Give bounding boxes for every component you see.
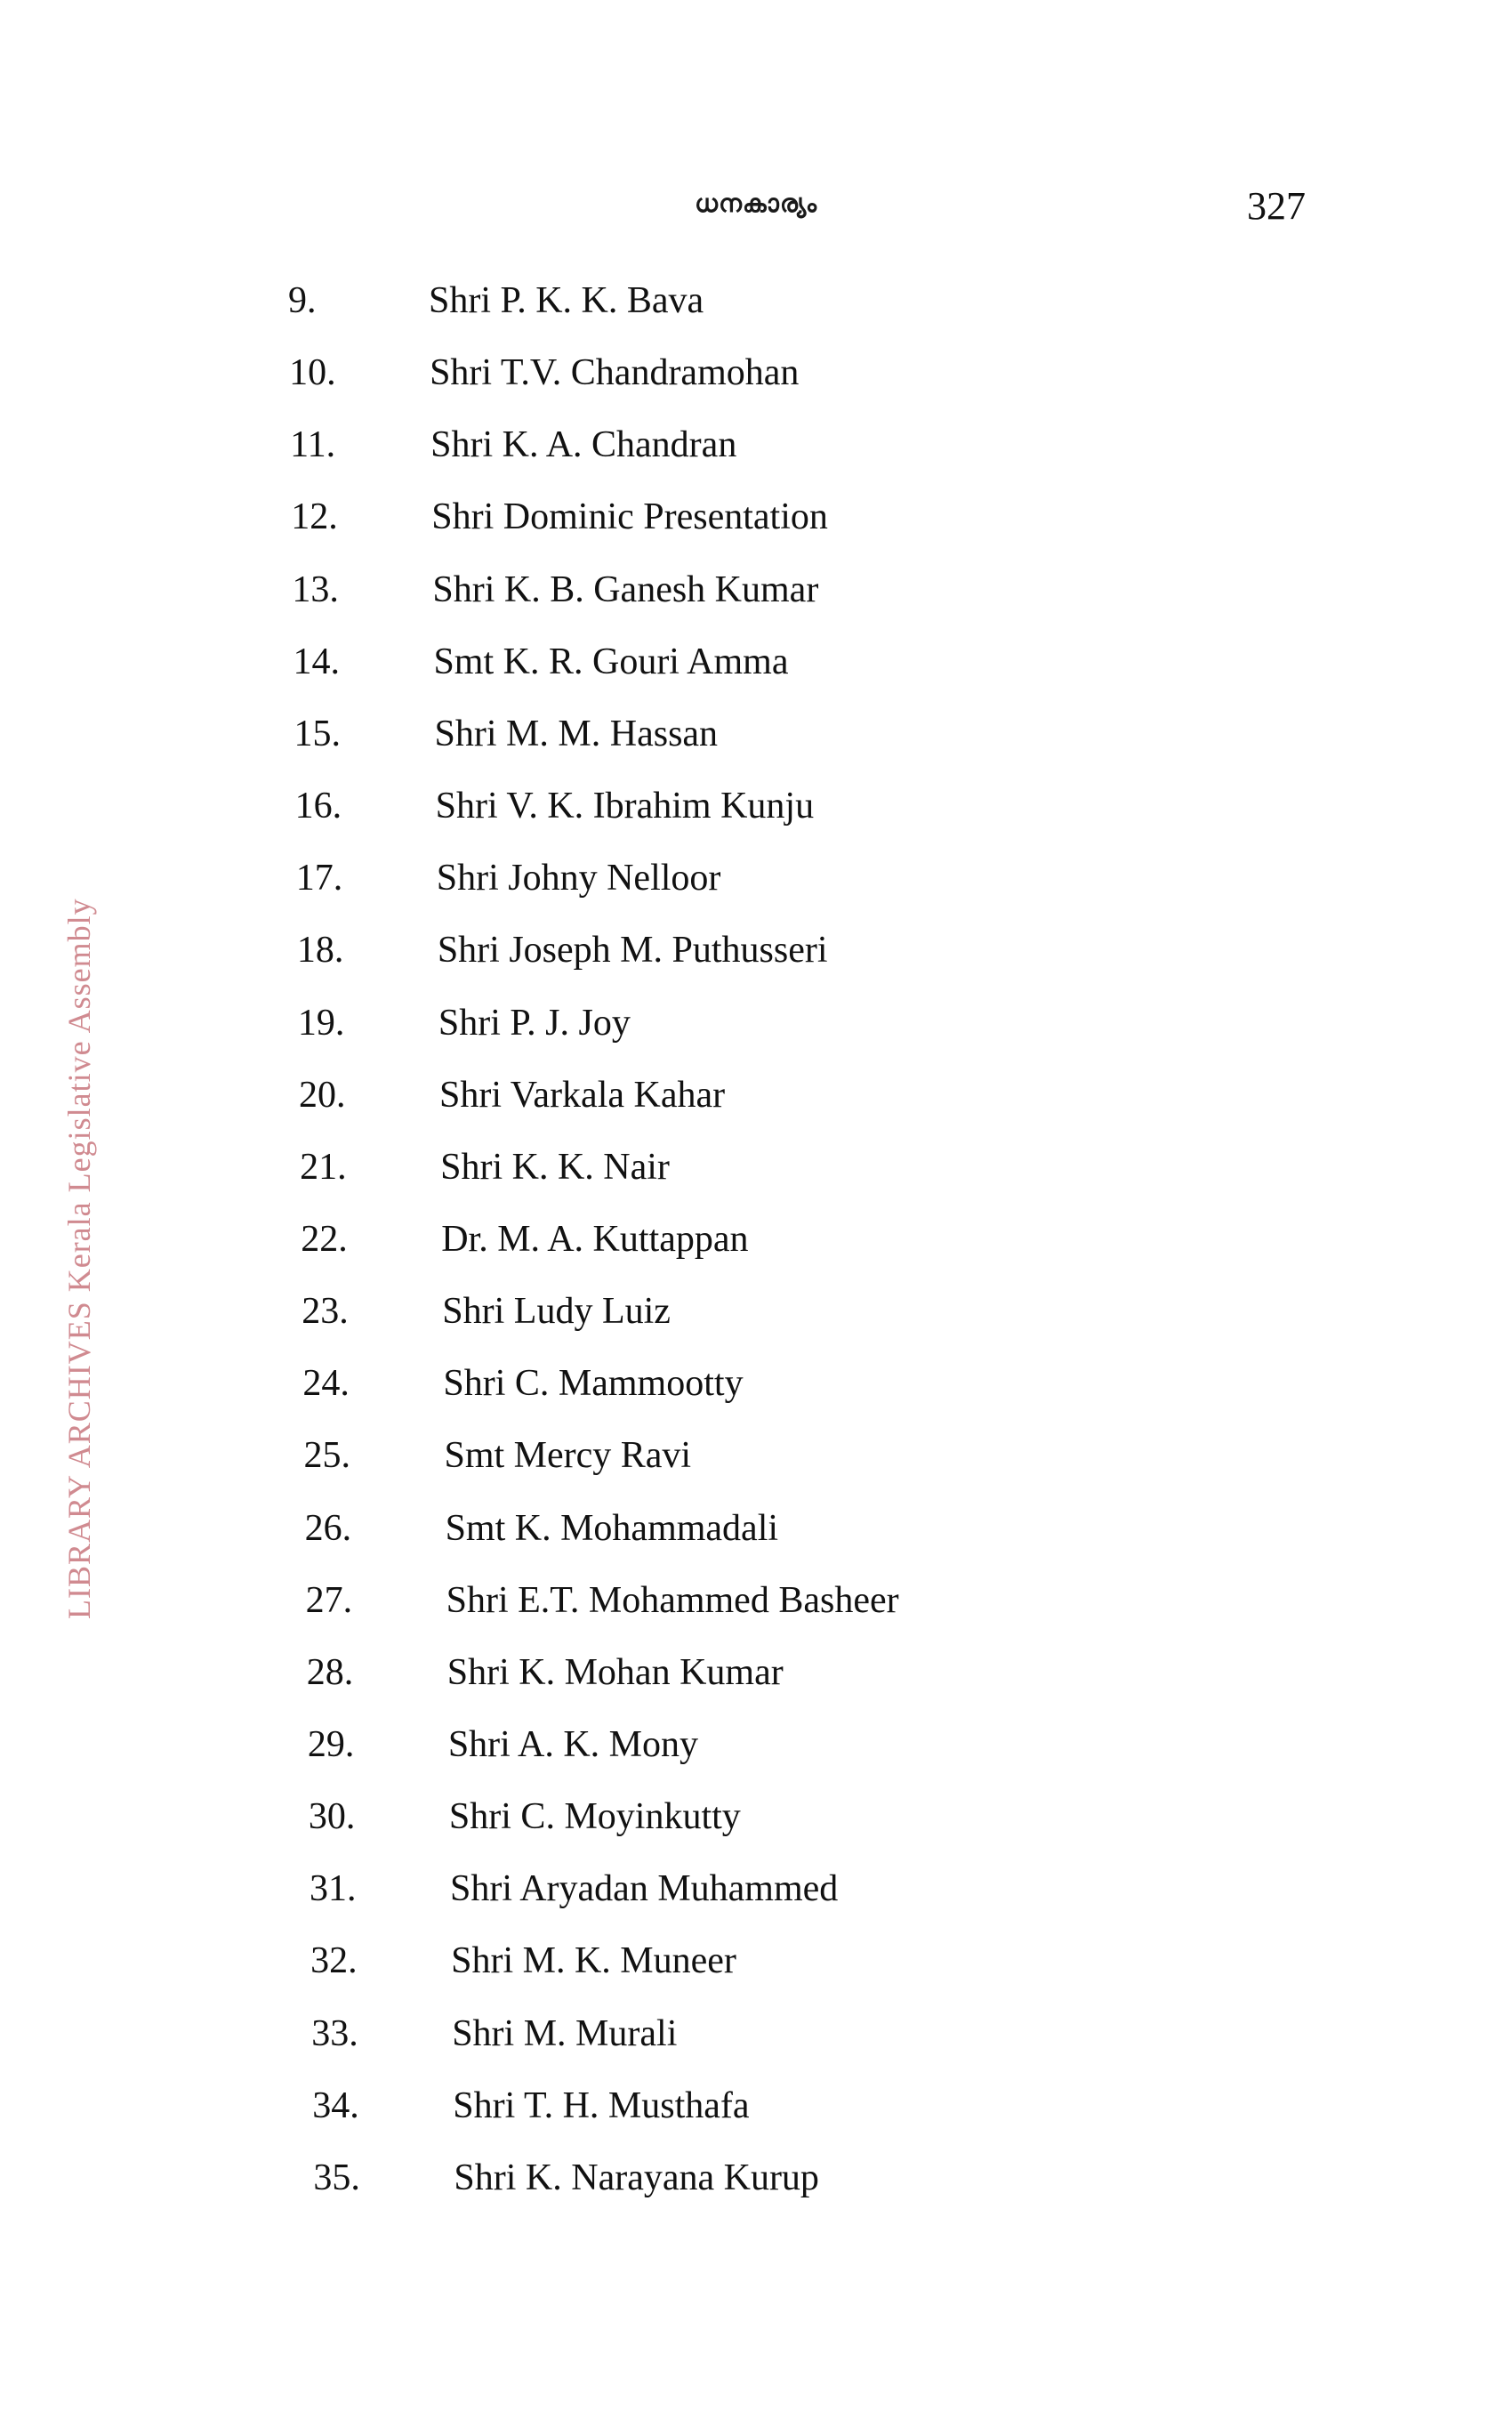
member-number: 9. — [288, 280, 317, 321]
list-item — [307, 1649, 1107, 1696]
member-number: 10. — [289, 352, 336, 394]
list-item — [301, 1216, 1101, 1262]
list-item — [298, 1000, 1098, 1046]
member-name: Shri Ludy Luiz — [442, 1291, 671, 1333]
member-name: Dr. M. A. Kuttappan — [441, 1218, 749, 1260]
list-item — [288, 278, 1089, 324]
member-name: Shri C. Mammootty — [443, 1363, 744, 1405]
member-name: Smt K. R. Gouri Amma — [433, 641, 789, 682]
member-name: Shri Johny Nelloor — [436, 858, 721, 899]
member-number: 22. — [301, 1218, 348, 1260]
member-number: 34. — [312, 2084, 359, 2126]
member-name: Shri M. M. Hassan — [434, 713, 719, 754]
list-item — [302, 1288, 1102, 1334]
list-item — [297, 927, 1098, 973]
member-name: Shri K. Narayana Kurup — [454, 2157, 819, 2198]
member-name: Shri M. Murali — [452, 2012, 678, 2054]
list-item — [295, 783, 1096, 829]
list-item — [289, 350, 1090, 396]
page-number: 327 — [1247, 184, 1306, 228]
list-item — [303, 1432, 1104, 1479]
member-number: 28. — [306, 1651, 354, 1693]
member-name: Shri E.T. Mohammed Basheer — [446, 1579, 899, 1621]
member-number: 14. — [293, 641, 340, 682]
member-number: 29. — [307, 1724, 355, 1765]
member-number: 18. — [296, 930, 344, 972]
member-name: Smt Mercy Ravi — [444, 1435, 692, 1477]
member-number: 33. — [311, 2012, 358, 2054]
member-name: Shri T. H. Musthafa — [453, 2084, 750, 2126]
member-number: 27. — [305, 1579, 353, 1621]
member-number: 20. — [299, 1074, 346, 1116]
page-header-title: ധനകാര്യം — [694, 189, 818, 218]
member-name: Shri K. A. Chandran — [430, 424, 737, 466]
member-name: Shri V. K. Ibrahim Kunju — [435, 786, 815, 827]
member-name: Shri A. K. Mony — [447, 1724, 699, 1765]
member-number: 31. — [310, 1868, 357, 1910]
member-number: 11. — [290, 424, 336, 466]
list-item — [308, 1722, 1108, 1768]
archive-watermark: LIBRARY ARCHIVES Kerala Legislative Assembly — [61, 898, 97, 1619]
member-name: Shri P. K. K. Bava — [429, 280, 704, 321]
member-name: Shri Dominic Presentation — [431, 496, 828, 538]
member-number: 15. — [294, 713, 342, 754]
member-number: 13. — [292, 568, 339, 610]
member-name: Shri Joseph M. Puthusseri — [437, 930, 828, 972]
list-item — [290, 422, 1090, 468]
list-item — [291, 494, 1091, 540]
list-item — [299, 1072, 1099, 1118]
member-name: Shri Varkala Kahar — [439, 1074, 726, 1116]
member-number: 12. — [291, 496, 338, 538]
list-item — [306, 1577, 1106, 1624]
list-item — [293, 639, 1093, 685]
member-number: 30. — [308, 1796, 356, 1838]
list-item — [309, 1794, 1109, 1840]
member-name: Shri P. J. Joy — [438, 1002, 631, 1044]
member-name: Shri M. K. Muneer — [451, 1940, 736, 1982]
list-item — [310, 1938, 1111, 1984]
list-item — [311, 2011, 1112, 2057]
member-name: Shri T.V. Chandramohan — [430, 352, 800, 394]
member-number: 26. — [304, 1507, 352, 1549]
member-name: Shri K. B. Ganesh Kumar — [432, 568, 819, 610]
list-item — [312, 2083, 1113, 2129]
member-name: Shri C. Moyinkutty — [448, 1796, 741, 1838]
list-item — [300, 1144, 1100, 1190]
list-item — [294, 711, 1095, 757]
member-number: 32. — [310, 1940, 358, 1982]
member-number: 23. — [302, 1291, 349, 1333]
member-number: 21. — [300, 1146, 347, 1188]
member-number: 25. — [303, 1435, 350, 1477]
list-item — [305, 1505, 1106, 1552]
member-number: 17. — [295, 858, 343, 899]
list-item — [313, 2155, 1114, 2201]
list-item — [310, 1866, 1110, 1912]
member-name: Smt K. Mohammadali — [445, 1507, 779, 1549]
member-name: Shri K. Mohan Kumar — [446, 1651, 784, 1693]
member-number: 16. — [294, 786, 342, 827]
list-item — [302, 1360, 1103, 1407]
member-number: 24. — [302, 1363, 350, 1405]
list-item — [296, 855, 1097, 901]
member-name: Shri K. K. Nair — [440, 1146, 670, 1188]
member-name: Shri Aryadan Muhammed — [450, 1868, 839, 1910]
member-number: 35. — [313, 2157, 360, 2198]
list-item — [292, 567, 1092, 613]
member-number: 19. — [297, 1002, 345, 1044]
